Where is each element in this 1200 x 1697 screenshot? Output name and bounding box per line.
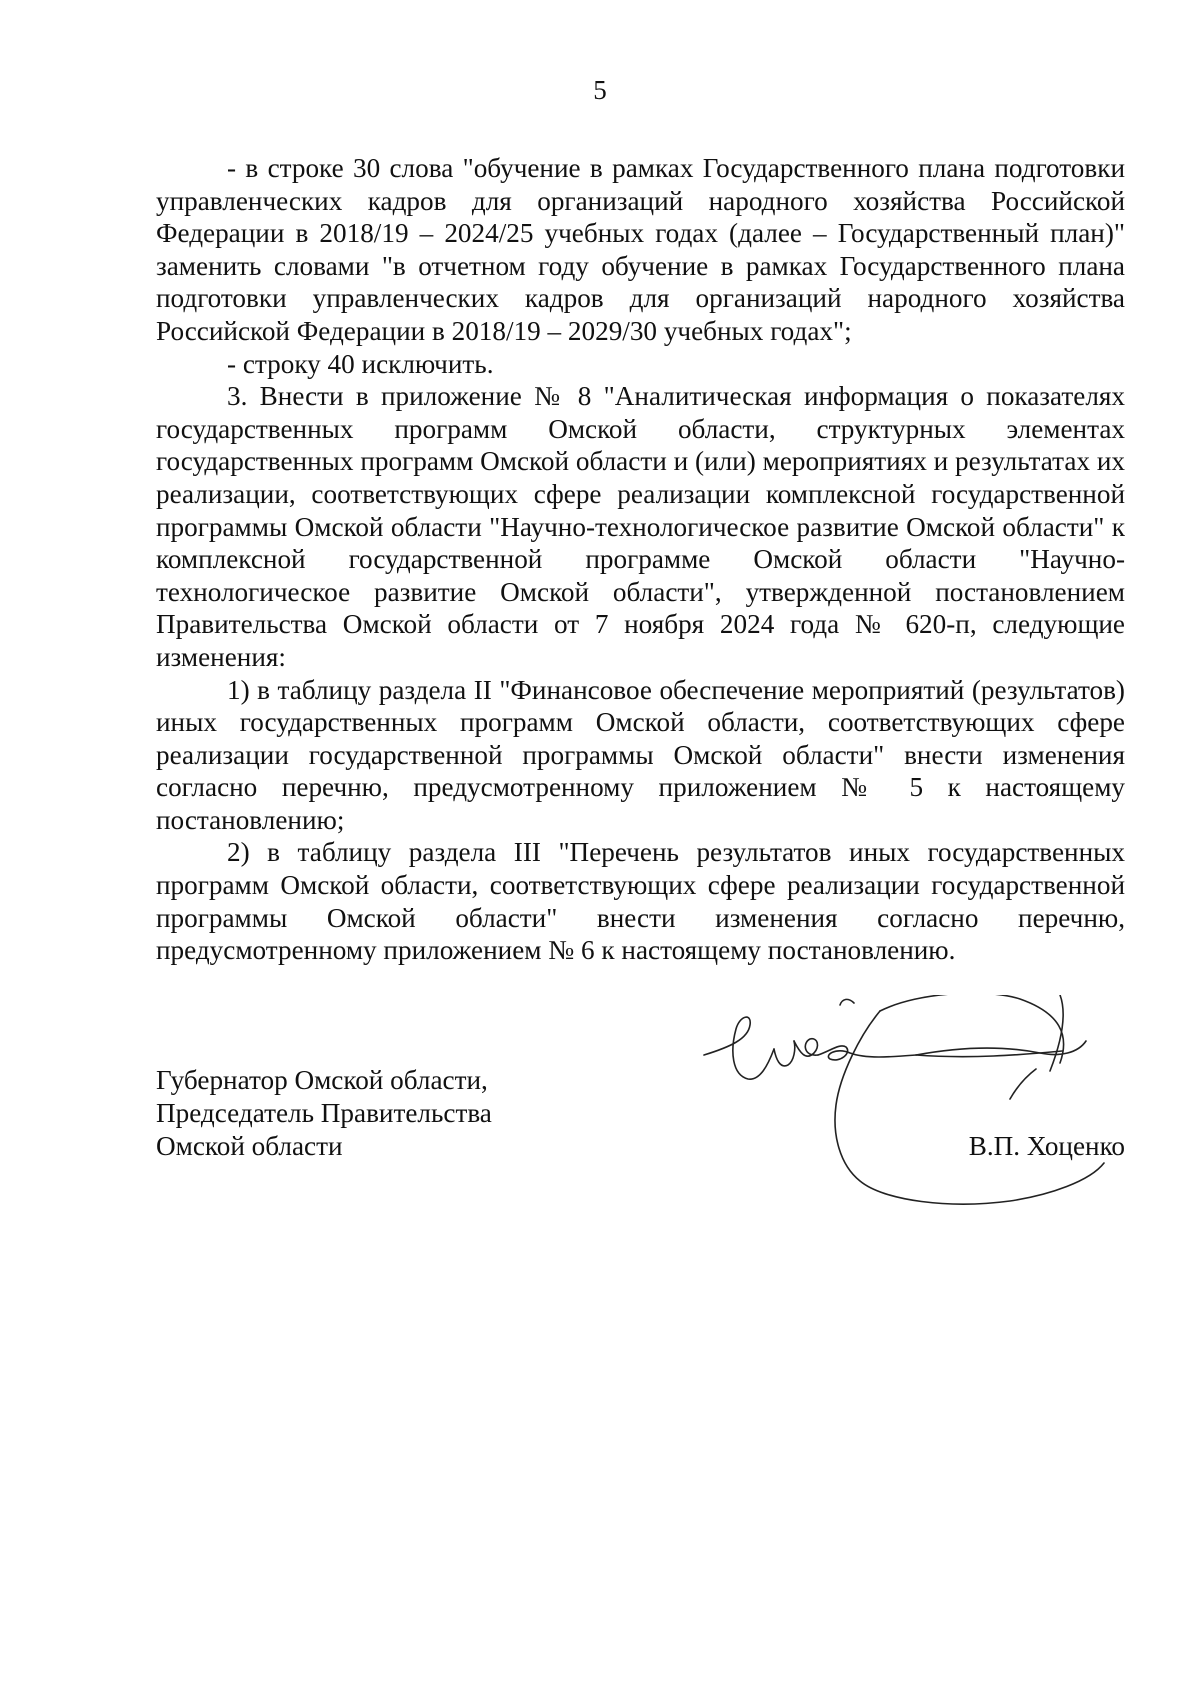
signer-position-line: Омской области <box>156 1131 343 1161</box>
paragraph-item-3: 3. Внести в приложение № 8 "Аналитическая информация о показателях государственных программ Омской области, структурных элементах государственных программ Омской области и (или) мероприятиях и результатах их реализации, соответствующих сфере реализации комплексной государственной программы Омской области "Научно-технологическое развитие Омской области" к комплексной государственной программе Омской области "Научно-технологическое развитие Омской области", утвержденной постановлением Правительства Омской области от 7 ноября 2024 года № 620-п, следующие изменения: <box>156 381 1125 672</box>
document-body <box>156 152 1125 967</box>
signer-position-line: Председатель Правительства <box>156 1098 492 1128</box>
signer-position <box>156 1064 492 1163</box>
paragraph-subitem-2: 2) в таблицу раздела III "Перечень результатов иных государственных программ Омской области, соответствующих сфере реализации государственной программы Омской области" внести изменения согласно перечню, предусмотренному приложением № 6 к настоящему постановлению. <box>156 837 1125 966</box>
paragraph-line-30-replacement: - в строке 30 слова "обучение в рамках Государственного плана подготовки управленческих кадров для организаций народного хозяйства Российской Федерации в 2018/19 – 2024/25 учебных годах (далее – Государственный план)" заменить словами "в отчетном году обучение в рамках Государственного плана подготовки управленческих кадров для организаций народного хозяйства Российской Федерации в 2018/19 – 2029/30 учебных годах"; <box>156 153 1125 346</box>
paragraph-subitem-1: 1) в таблицу раздела II "Финансовое обеспечение мероприятий (результатов) иных государственных программ Омской области, соответствующих сфере реализации государственной программы Омской области" внести изменения согласно перечню, предусмотренному приложением № 5 к настоящему постановлению; <box>156 674 1125 835</box>
signer-name: В.П. Хоценко <box>968 1131 1125 1161</box>
signature-block <box>156 1064 1125 1244</box>
signer-position-line: Губернатор Омской области, <box>156 1065 488 1095</box>
page-number: 5 <box>593 75 607 105</box>
paragraph-line-40-exclusion: - строку 40 исключить. <box>227 348 494 379</box>
